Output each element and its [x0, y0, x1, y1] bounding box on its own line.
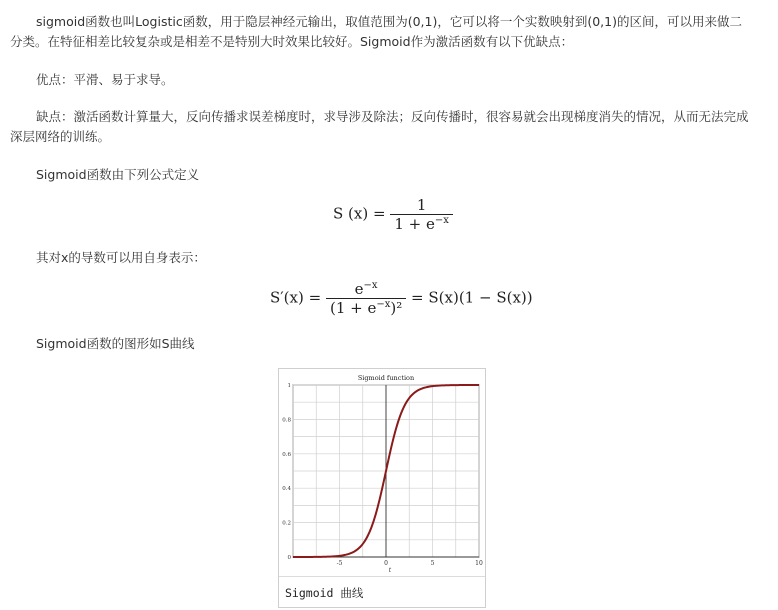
derivative-fraction — [326, 280, 406, 317]
derivative-rhs: = S(x)(1 − S(x)) — [411, 288, 533, 307]
x-tick-label: -5 — [336, 560, 343, 567]
definition-intro: Sigmoid函数由下列公式定义 — [36, 167, 200, 182]
derivative-formula — [270, 280, 533, 317]
derivative-lhs: S′(x) = — [270, 288, 322, 307]
x-tick-label: 0 — [384, 560, 388, 567]
advantages-paragraph: 优点：平滑、易于求导。 — [36, 72, 174, 87]
formula-fraction — [390, 196, 453, 233]
figure-caption: Sigmoid 曲线 — [285, 586, 364, 600]
derivative-numerator: $e^{-x}$ — [354, 280, 378, 298]
x-tick-label: 5 — [430, 560, 435, 567]
y-tick-label: 0.4 — [282, 486, 291, 493]
intro-paragraph: sigmoid函数也叫Logistic函数，用于隐层神经元输出，取值范围为(0,1)，它可以将一个实数映射到(0,1)的区间，可以用来做二分类。在特征相差比较复杂或是相差不是特别大时效果比较好。Sigmoid作为激活函数有以下优缺点： — [10, 14, 742, 49]
x-axis-label: t — [388, 567, 392, 574]
y-tick-label: 1 — [287, 383, 291, 389]
formula-lhs: S (x) = — [333, 204, 386, 223]
y-tick-label: 0.6 — [282, 451, 291, 458]
disadvantages-paragraph: 缺点：激活函数计算量大，反向传播求误差梯度时，求导涉及除法；反向传播时，很容易就会出现梯度消失的情况，从而无法完成深层网络的训练。 — [10, 109, 749, 144]
graph-intro: Sigmoid函数的图形如S曲线 — [36, 336, 195, 351]
y-tick-label: 0.2 — [282, 520, 291, 527]
derivative-intro: 其对x的导数可以用自身表示： — [36, 250, 206, 265]
chart-title: Sigmoid function — [357, 374, 415, 382]
sigmoid-figure — [278, 368, 486, 608]
sigmoid-formula — [333, 196, 453, 233]
caption-divider — [279, 576, 485, 577]
formula-numerator: 1 — [416, 196, 427, 214]
x-tick-label: 10 — [475, 560, 483, 567]
formula-denominator: $1 + e^{-x}$ — [390, 214, 453, 233]
y-tick-label: 0 — [287, 555, 291, 561]
derivative-denominator: $(1 + e^{-x})^2$ — [326, 298, 406, 317]
sigmoid-chart — [279, 369, 485, 574]
y-tick-label: 0.8 — [282, 417, 291, 424]
